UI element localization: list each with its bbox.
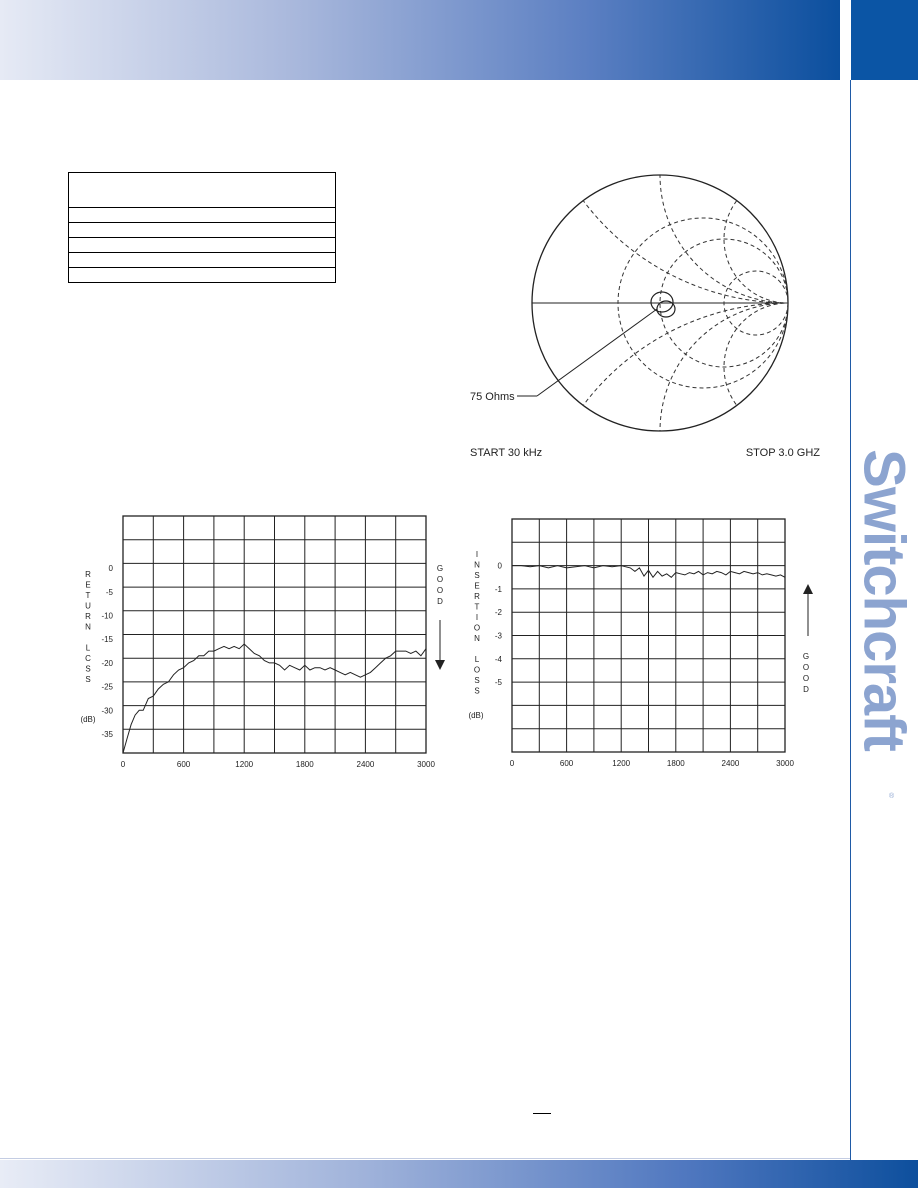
x-tick-label: 1200 <box>612 759 631 768</box>
good-letter: G <box>802 652 810 661</box>
y-tick-label: 0 <box>108 564 113 574</box>
y-tick-label: -15 <box>101 635 113 645</box>
y-tick-label: -5 <box>494 678 502 688</box>
y-axis-letter: N <box>474 634 480 643</box>
y-tick-label: 0 <box>497 561 502 571</box>
good-letter: O <box>802 663 810 672</box>
good-letter: D <box>437 597 443 606</box>
x-tick-label: 3000 <box>776 759 794 768</box>
x-tick-label: 0 <box>509 759 515 768</box>
y-axis-letter: S <box>474 676 480 685</box>
y-tick-label: -35 <box>101 730 113 740</box>
good-letter: O <box>802 674 810 683</box>
y-tick-label: -30 <box>101 706 113 716</box>
y-axis-letter: L <box>474 655 480 664</box>
y-axis-letter: O <box>473 623 481 633</box>
x-tick-label: 600 <box>176 760 191 769</box>
good-letter: O <box>436 575 444 584</box>
y-tick-label: -1 <box>494 584 502 594</box>
x-tick-label: 600 <box>559 759 574 768</box>
y-tick-label: -4 <box>494 654 502 664</box>
good-letter: D <box>803 685 809 694</box>
good-arrow-head <box>803 584 813 594</box>
registered-mark: ® <box>889 793 895 800</box>
y-tick-label: -20 <box>101 658 113 668</box>
good-letter: O <box>436 586 444 595</box>
y-axis-letter: N <box>474 560 480 570</box>
marker-label: 75 Ohms <box>470 391 515 403</box>
x-tick-label: 2400 <box>721 759 740 768</box>
y-tick-label: -10 <box>101 611 113 621</box>
y-axis-letter: T <box>85 591 91 600</box>
y-axis-letter: T <box>474 602 480 612</box>
y-axis-letter: I <box>475 550 479 559</box>
y-tick-label: -25 <box>101 682 113 692</box>
y-axis-letter: L <box>85 643 91 653</box>
stop-label: STOP 3.0 GHZ <box>745 447 820 459</box>
x-tick-label: 0 <box>120 760 126 769</box>
y-axis-letter: S <box>474 686 480 696</box>
brand-logo: Switchcraft <box>851 449 917 751</box>
y-axis-letter: S <box>474 571 480 580</box>
y-axis-letter: C <box>85 654 91 663</box>
y-axis-letter: R <box>85 570 91 579</box>
y-axis-letter: U <box>85 601 91 611</box>
y-unit-label: (dB) <box>468 711 484 720</box>
y-axis-letter: E <box>85 580 91 590</box>
y-axis-letter: I <box>475 613 479 622</box>
good-arrow <box>803 584 813 636</box>
good-letter: G <box>436 564 444 573</box>
y-tick-label: -3 <box>494 631 502 641</box>
y-axis-letter: S <box>85 675 91 684</box>
start-label: START 30 kHz <box>470 447 543 459</box>
x-tick-label: 1800 <box>666 759 685 768</box>
y-tick-label: -5 <box>105 587 113 597</box>
x-tick-label: 3000 <box>417 760 435 769</box>
y-tick-label: -2 <box>494 608 502 618</box>
y-unit-label: (dB) <box>80 715 96 724</box>
page-number-rule <box>533 1113 551 1114</box>
y-axis-letter: N <box>85 622 91 632</box>
y-axis-letter: R <box>474 592 480 601</box>
x-tick-label: 1200 <box>235 760 254 769</box>
x-tick-label: 2400 <box>356 760 375 769</box>
y-axis-letter: E <box>474 581 480 591</box>
y-axis-letter: O <box>473 665 481 675</box>
y-axis-letter: S <box>85 664 91 674</box>
x-tick-label: 1800 <box>295 760 314 769</box>
y-axis-letter: R <box>85 612 91 621</box>
